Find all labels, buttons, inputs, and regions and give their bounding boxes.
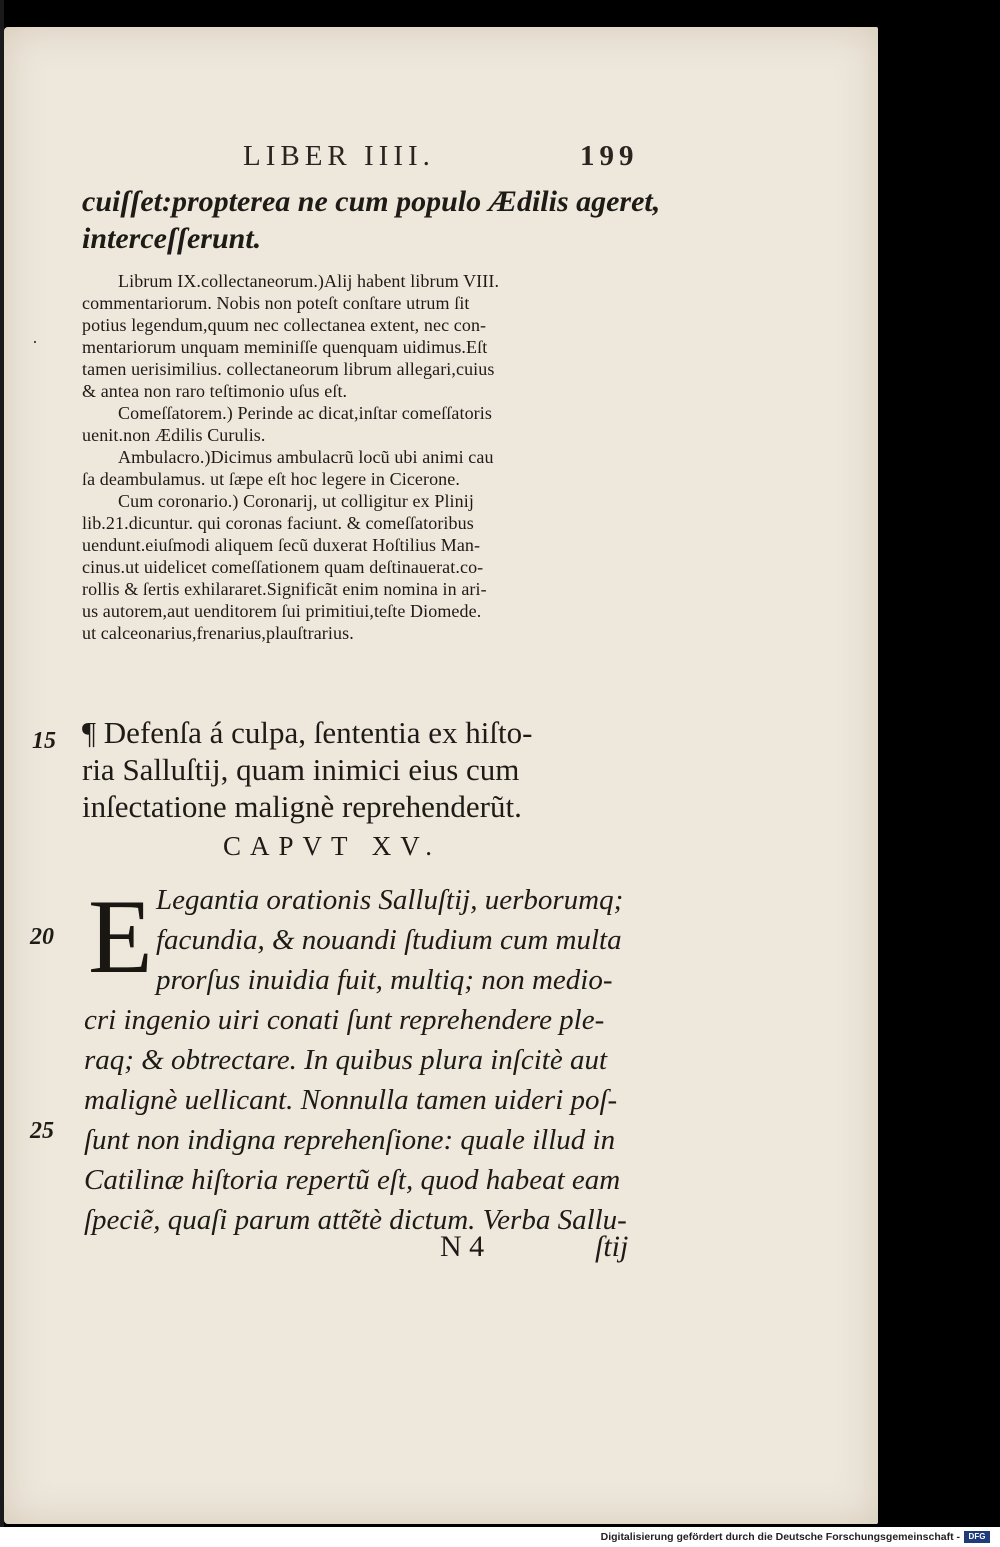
body-line: ſpeciẽ, quaſi parum attẽtè dictum. Verba Sallu- (84, 1204, 627, 1236)
dfg-logo[interactable]: DFG (964, 1531, 990, 1543)
margin-line-number: 15 (32, 728, 56, 754)
body-line: Legantia orationis Salluſtij, uerborumq; (156, 884, 624, 916)
body-line: facundia, & nouandi ſtudium cum multa (156, 924, 622, 956)
commentary-notes (82, 270, 642, 644)
running-head (243, 140, 663, 180)
note-line: us autorem,aut uenditorem ſui primitiui,teſte Diomede. (82, 601, 482, 621)
body-line: ſunt non indigna reprehenſione: quale illud in (84, 1124, 616, 1156)
digitization-footer (0, 1527, 1000, 1547)
catchword: ſtij (595, 1230, 629, 1263)
funding-credit: Digitalisierung gefördert durch die Deutsche Forschungsgemeinschaft - (600, 1531, 960, 1543)
opening-lines (82, 183, 661, 257)
note-line: Cum coronario.) Coronarij, ut colligitur ex Plinij (118, 491, 474, 511)
body-line: Catilinæ hiſtoria repertũ eſt, quod habeat eam (84, 1164, 621, 1196)
body-text (84, 880, 644, 1240)
chapter-title-line: ¶ Defenſa á culpa, ſententia ex hiſto- (82, 715, 533, 750)
note-line: Comeſſatorem.) Perinde ac dicat,inſtar comeſſatoris (118, 403, 492, 423)
chapter-heading (82, 714, 642, 862)
text-line: interceſſerunt. (82, 222, 262, 255)
body-line: malignè uellicant. Nonnulla tamen uideri poſ- (84, 1084, 618, 1116)
chapter-title-line: ria Salluſtij, quam inimici eius cum (82, 752, 520, 787)
body-line: raq; & obtrectare. In quibus plura inſcitè aut (84, 1044, 608, 1076)
note-line: ut calceonarius,frenarius,plauſtrarius. (82, 623, 354, 643)
chapter-title-line: inſectatione malignè reprehenderũt. (82, 789, 522, 824)
note-line: lib.21.dicuntur. qui coronas faciunt. & comeſſatoribus (82, 513, 474, 533)
note-line: & antea non raro teſtimonio uſus eſt. (82, 381, 348, 401)
signature-line (430, 1230, 650, 1270)
running-title: LIBER IIII. (243, 140, 435, 172)
margin-line-number: 20 (30, 924, 54, 950)
note-line: Ambulacro.)Dicimus ambulacrũ locũ ubi animi cau (118, 447, 494, 467)
note-line: mentariorum unquam meminiſſe quenquam uidimus.Eſt (82, 337, 488, 357)
margin-line-number: 25 (30, 1118, 54, 1144)
folio-number: 199 (580, 140, 639, 172)
caput-label: CAPVT XV. (222, 831, 442, 861)
body-line: prorſus inuidia fuit, multiq; non medio- (156, 964, 613, 996)
note-line: tamen uerisimilius. collectaneorum librum allegari,cuius (82, 359, 495, 379)
margin-mark: · (32, 332, 38, 352)
note-line: ſa deambulamus. ut ſæpe eſt hoc legere in Cicerone. (82, 469, 460, 489)
note-line: uendunt.eiuſmodi aliquem ſecũ duxerat Hoſtilius Man- (82, 535, 481, 555)
note-line: uenit.non Ædilis Curulis. (82, 425, 266, 445)
drop-capital: E (88, 878, 153, 995)
signature-mark: N 4 (440, 1230, 485, 1263)
body-line: cri ingenio uiri conati ſunt reprehendere ple- (84, 1004, 605, 1036)
text-line: cuiſſet:propterea ne cum populo Ædilis ageret, (82, 185, 661, 218)
note-line: rollis & ſertis exhilararet.Significãt enim nomina in ari- (82, 579, 487, 599)
note-line: potius legendum,quum nec collectanea extent, nec con- (82, 315, 487, 335)
note-line: Librum IX.collectaneorum.)Alij habent librum VIII. (118, 271, 500, 291)
note-line: commentariorum. Nobis non poteſt conſtare utrum ſit (82, 293, 470, 313)
note-line: cinus.ut uidelicet comeſſationem quam deſtinauerat.co- (82, 557, 484, 577)
